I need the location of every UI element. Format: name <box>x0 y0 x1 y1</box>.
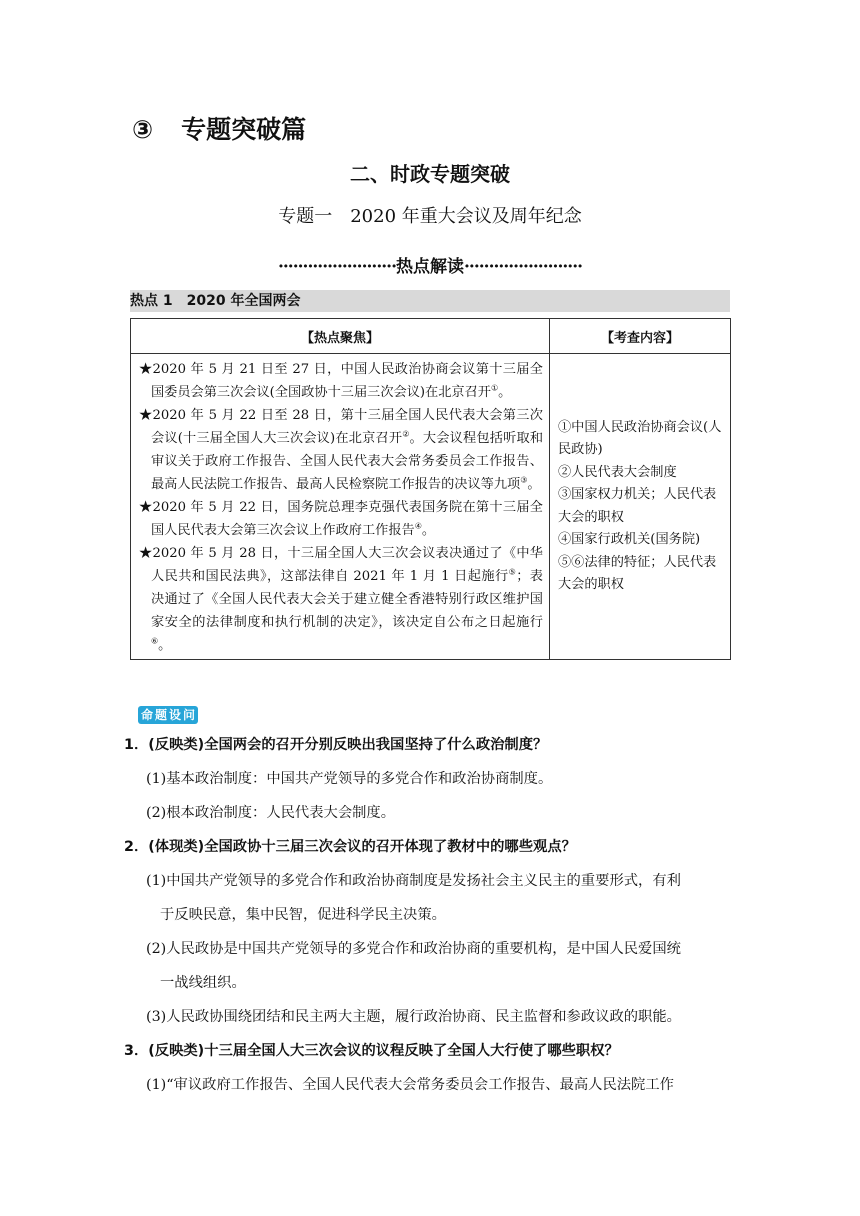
content-cell <box>550 354 731 660</box>
content-item: ③国家权力机关；人民代表大会的职权 <box>558 487 717 525</box>
banner-dots-right: ························ <box>464 257 583 277</box>
section-title <box>132 110 306 146</box>
hotspot-number: 热点 1 <box>130 293 173 309</box>
question-1: 1．(反映类)全国两会的召开分别反映出我国坚持了什么政治制度？ <box>124 737 548 753</box>
answer-2-2: (2)人民政协是中国共产党领导的多党合作和政治协商的重要机构，是中国人民爱国统 <box>146 941 681 957</box>
banner-label: 热点解读 <box>396 257 464 277</box>
answer-2-2-cont: 一战线组织。 <box>160 975 246 991</box>
content-item: ⑤⑥法律的特征；人民代表大会的职权 <box>558 554 717 592</box>
hotspot-label <box>130 290 730 312</box>
question-2: 2．(体现类)全国政协十三届三次会议的召开体现了教材中的哪些观点？ <box>124 839 576 855</box>
hotspot-table <box>130 318 731 660</box>
focus-item: ★2020 年 5 月 28 日，十三届全国人大三次会议表决通过了《中华人民共和国民法典》，这部法律自 2021 年 1 月 1 日起施行⑤；表决通过了《全国人民代表大会关于建立健全香港特别行政区维护国家安全的法律制度和执行机制的决定》，该决定自公布之日起施行⑥。 <box>139 546 543 653</box>
answer-1-1: (1)基本政治制度：中国共产党领导的多党合作和政治协商制度。 <box>146 771 553 787</box>
content-item: ④国家行政机关(国务院) <box>558 532 701 547</box>
answer-1-2: (2)根本政治制度：人民代表大会制度。 <box>146 805 395 821</box>
topic-title: 专题一 2020 年重大会议及周年纪念 <box>278 206 582 227</box>
page-subtitle: 二、时政专题突破 <box>350 162 510 186</box>
content-item: ①中国人民政治协商会议(人民政协) <box>558 419 722 457</box>
hot-reading-banner <box>0 252 860 277</box>
answer-2-3: (3)人民政协围绕团结和民主两大主题，履行政治协商、民主监督和参政议政的职能。 <box>146 1009 681 1025</box>
table-header-row <box>131 319 731 354</box>
header-focus: 【热点聚焦】 <box>131 319 550 354</box>
answer-2-1-cont: 于反映民意，集中民智，促进科学民主决策。 <box>160 907 446 923</box>
focus-item: ★2020 年 5 月 22 日，国务院总理李克强代表国务院在第十三届全国人民代表大会第三次会议上作政府工作报告④。 <box>139 500 543 538</box>
question-badge: 命 题 设 问 <box>138 706 198 724</box>
answer-3-1: (1)“审议政府工作报告、全国人民代表大会常务委员会工作报告、最高人民法院工作 <box>146 1077 674 1093</box>
focus-item: ★2020 年 5 月 22 日至 28 日，第十三届全国人民代表大会第三次会议(十三届全国人大三次会议)在北京召开②。大会议程包括听取和审议关于政府工作报告、全国人民代表大会常务委员会工作报告、最高人民法院工作报告、最高人民检察院工作报告的决议等九项③。 <box>139 408 544 492</box>
content-item: ②人民代表大会制度 <box>558 464 677 480</box>
hotspot-title: 2020 年全国两会 <box>186 293 301 309</box>
banner-dots-left: ························ <box>277 257 396 277</box>
section-number: ③ <box>132 115 154 144</box>
header-content: 【考查内容】 <box>550 319 731 354</box>
table-body-row <box>131 354 731 660</box>
question-3: 3．(反映类)十三届全国人大三次会议的议程反映了全国人大行使了哪些职权？ <box>124 1043 619 1059</box>
focus-cell <box>131 354 550 660</box>
answer-2-1: (1)中国共产党领导的多党合作和政治协商制度是发扬社会主义民主的重要形式，有利 <box>146 873 681 889</box>
section-name: 专题突破篇 <box>181 115 307 144</box>
focus-item: ★2020 年 5 月 21 日至 27 日，中国人民政治协商会议第十三届全国委员会第三次会议(全国政协十三届三次会议)在北京召开①。 <box>139 362 543 400</box>
